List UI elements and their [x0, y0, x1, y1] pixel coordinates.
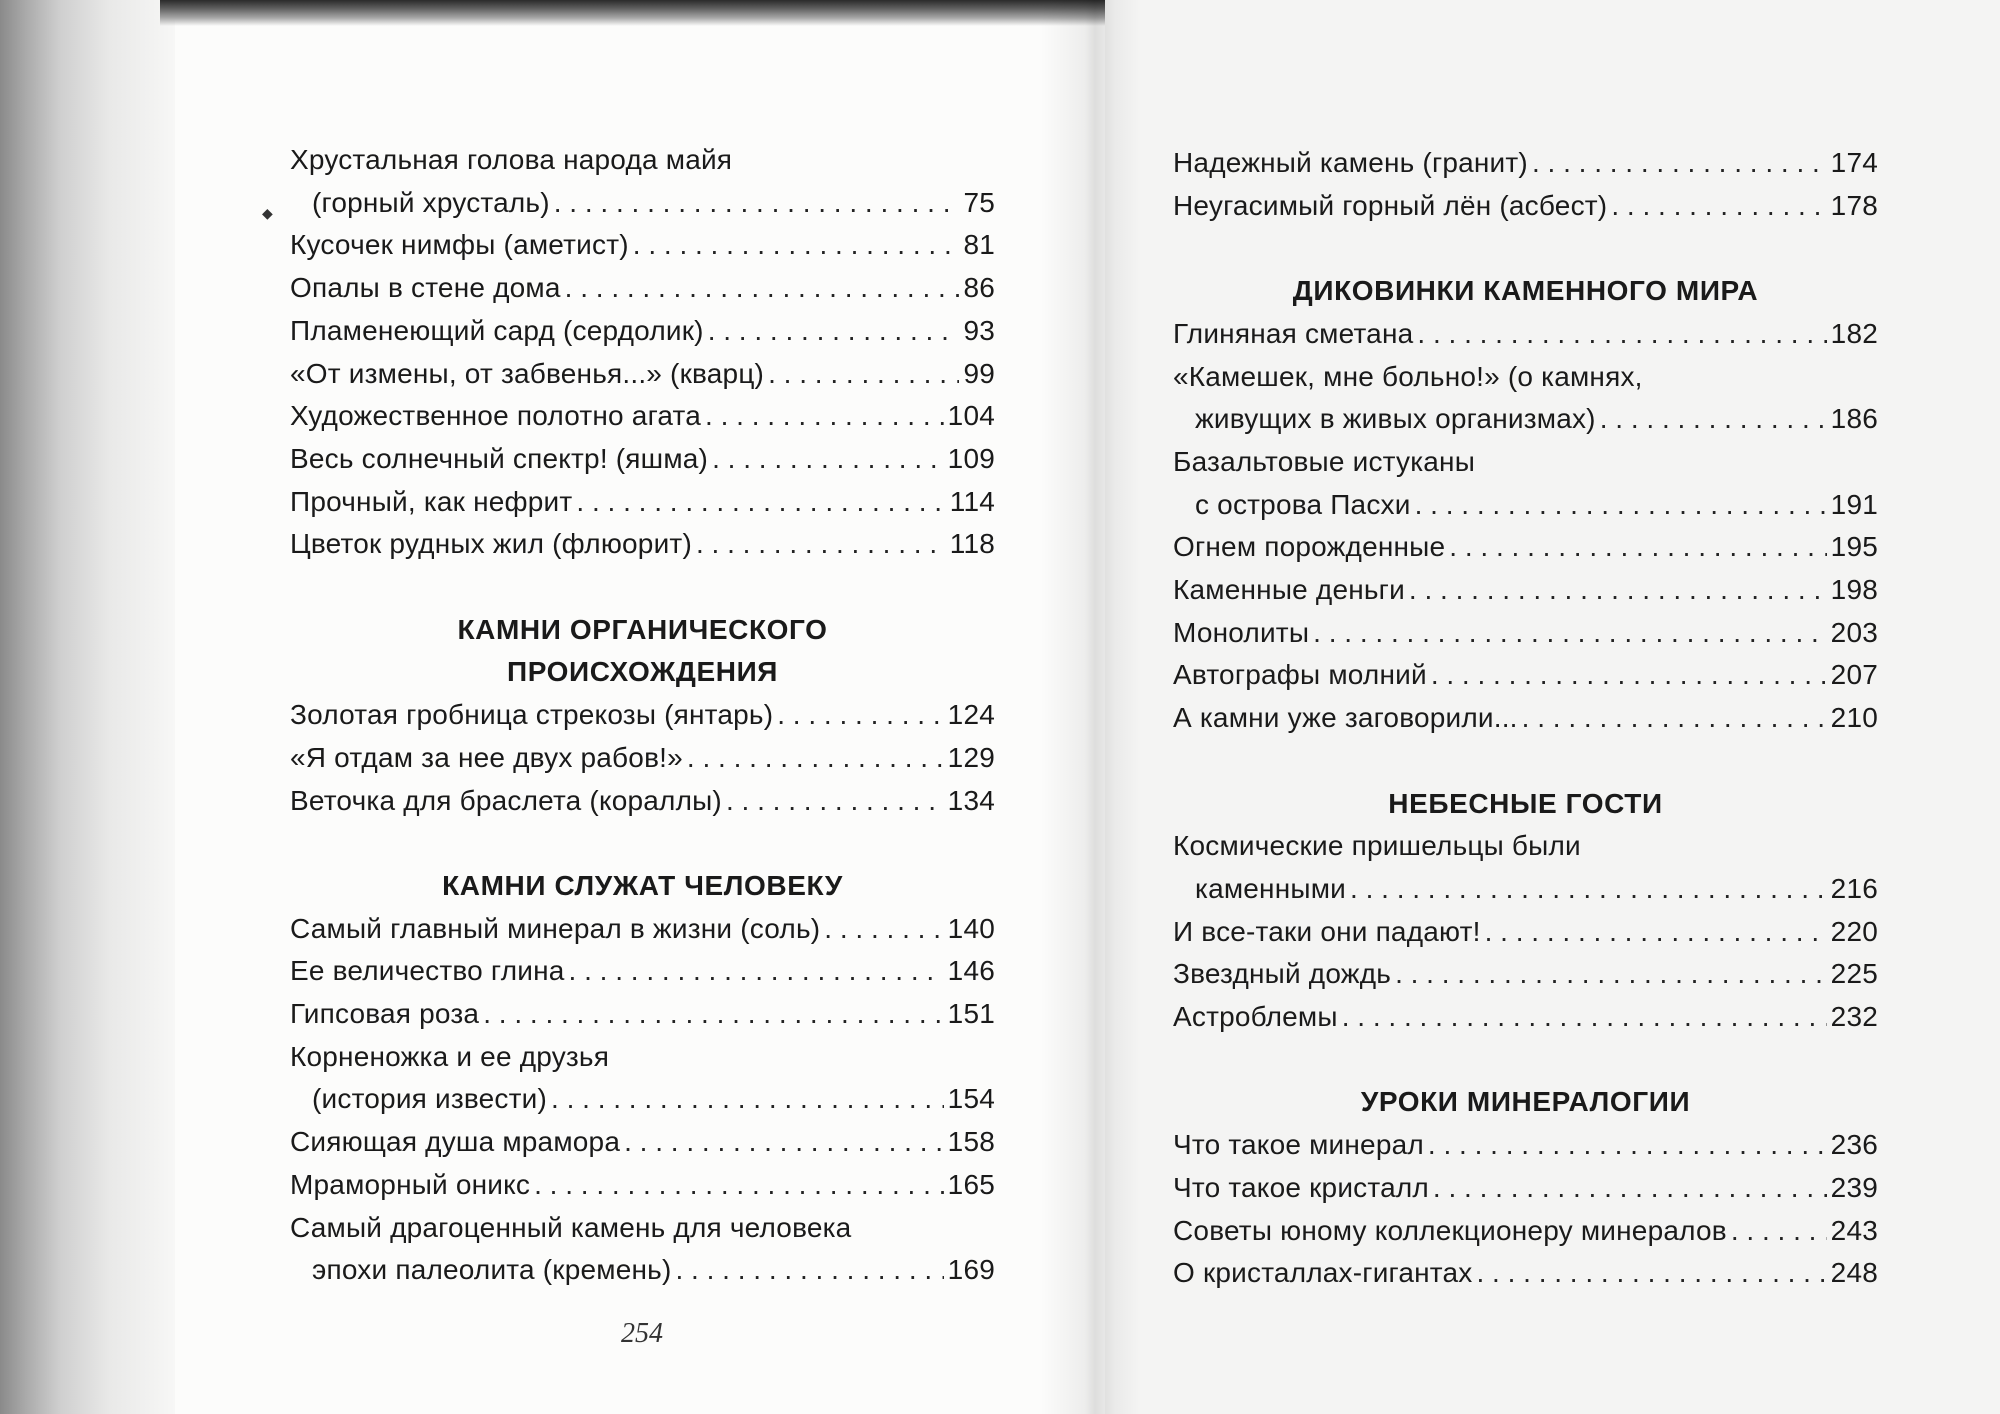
toc-entry-title: Астроблемы [1173, 1001, 1338, 1032]
toc-entry-page-number: 225 [1830, 958, 1878, 990]
dot-leader [777, 697, 943, 733]
toc-entry[interactable] [290, 740, 995, 776]
toc-entry-title: Каменные деньги [1173, 574, 1405, 605]
dot-leader [1409, 572, 1827, 608]
toc-entry-title: Опалы в стене дома [290, 272, 561, 304]
toc-entry[interactable] [1173, 700, 1878, 736]
toc-entry-page-number: 210 [1830, 702, 1878, 734]
toc-entry[interactable] [290, 697, 995, 733]
toc-entry-title-line: Космические пришельцы были [1173, 830, 1581, 862]
toc-entry[interactable] [1173, 401, 1878, 437]
toc-entry[interactable] [1173, 572, 1878, 608]
toc-entry-title: Что такое кристалл [1173, 1171, 1429, 1203]
toc-entry-title: «Я отдам за нее двух рабов!» [290, 741, 683, 773]
stray-ink-mark: ◆ [262, 205, 273, 221]
dot-leader [1431, 657, 1827, 693]
section-heading: НЕБЕСНЫЕ ГОСТИ [1388, 787, 1663, 819]
toc-entry-title: Огнем порожденные [1173, 531, 1446, 563]
toc-entry-title: Веточка для браслета (кораллы) [290, 784, 722, 816]
dot-leader [687, 740, 944, 776]
toc-entry[interactable] [1173, 188, 1878, 224]
toc-entry-title: А камни уже заговорили... [1173, 702, 1518, 734]
toc-entry[interactable] [1173, 145, 1878, 181]
toc-entry[interactable] [1173, 871, 1878, 907]
toc-entry-title: «От измены, от забвенья...» (кварц) [290, 357, 765, 389]
toc-entry[interactable] [290, 1081, 995, 1117]
toc-entry[interactable] [290, 1124, 995, 1160]
toc-entry-page-number: 191 [1830, 488, 1878, 520]
toc-entry-page-number: 174 [1830, 147, 1878, 178]
toc-entry[interactable] [1173, 529, 1878, 565]
toc-entry[interactable] [290, 313, 995, 349]
toc-entry[interactable] [1173, 615, 1878, 651]
toc-entry-page-number: 104 [947, 400, 995, 432]
dot-leader [705, 398, 944, 434]
toc-entry-title: Самый главный минерал в жизни (соль) [290, 912, 821, 944]
toc-entry[interactable] [290, 356, 995, 392]
dot-leader [576, 484, 945, 520]
toc-entry[interactable] [290, 185, 995, 221]
toc-entry-title: каменными [1195, 872, 1347, 904]
dot-leader [551, 1081, 944, 1117]
toc-entry[interactable] [1173, 657, 1878, 693]
toc-entry-page-number: 186 [1830, 403, 1878, 435]
toc-entry-title: Неугасимый горный лён (асбест) [1173, 189, 1608, 221]
toc-entry-title-line: «Камешек, мне больно!» (о камнях, [1173, 360, 1643, 392]
dot-leader [483, 996, 943, 1032]
toc-entry[interactable] [1173, 914, 1878, 950]
dot-leader [1350, 871, 1827, 907]
toc-entry-title: Гипсовая роза [290, 998, 480, 1029]
toc-entry-page-number: 93 [963, 314, 995, 346]
toc-entry-title-line: Хрустальная голова народа майя [290, 144, 733, 175]
toc-entry-page-number: 248 [1830, 1257, 1878, 1289]
toc-entry-page-number: 220 [1830, 915, 1878, 947]
toc-entry-title: Глиняная сметана [1173, 317, 1414, 349]
toc-entry-title: Автографы молний [1173, 659, 1427, 691]
toc-entry-page-number: 207 [1830, 659, 1878, 691]
dot-leader [675, 1252, 943, 1288]
dot-leader [1428, 1127, 1827, 1163]
dot-leader [1449, 529, 1826, 565]
toc-entry-page-number: 81 [963, 229, 995, 261]
toc-entry-title: Советы юному коллекционеру минералов [1173, 1214, 1727, 1246]
toc-entry[interactable] [290, 526, 995, 562]
dot-leader [1485, 914, 1827, 950]
dot-leader [1433, 1170, 1827, 1206]
dot-leader [708, 313, 960, 349]
toc-entry-title: Пламенеющий сард (сердолик) [290, 314, 704, 346]
toc-entry-page-number: 129 [947, 741, 995, 773]
toc-entry-title: Сияющая душа мрамора [290, 1126, 621, 1158]
toc-entry-page-number: 182 [1830, 317, 1878, 349]
toc-entry-page-number: 124 [947, 699, 995, 731]
toc-entry-page-number: 239 [1830, 1171, 1878, 1203]
dot-leader [1611, 188, 1826, 224]
dot-leader [712, 441, 944, 477]
toc-entry-page-number: 109 [947, 442, 995, 474]
dot-leader [1731, 1213, 1827, 1249]
toc-entry-page-number: 216 [1830, 872, 1878, 904]
section-heading: УРОКИ МИНЕРАЛОГИИ [1360, 1086, 1691, 1118]
toc-entry-page-number: 118 [949, 528, 995, 560]
toc-entry[interactable] [1173, 1170, 1878, 1206]
section-heading: КАМНИ ОРГАНИЧЕСКОГО [457, 613, 828, 645]
dot-leader [554, 185, 960, 221]
toc-entry[interactable] [290, 1252, 995, 1288]
toc-entry-title: Золотая гробница стрекозы (янтарь) [290, 699, 774, 731]
dot-leader [1342, 999, 1827, 1035]
toc-entry[interactable] [1173, 1255, 1878, 1291]
toc-entry-page-number: 99 [963, 357, 995, 389]
toc-entry-title: эпохи палеолита (кремень) [312, 1254, 672, 1286]
toc-entry-title: (история извести) [312, 1083, 548, 1115]
toc-entry[interactable] [290, 441, 995, 477]
dot-leader [565, 270, 960, 306]
toc-entry-title: Кусочек нимфы (аметист) [290, 229, 629, 261]
toc-entry[interactable] [290, 1167, 995, 1203]
scan-left-edge-shadow [0, 0, 175, 1414]
toc-entry[interactable] [290, 783, 995, 819]
toc-entry-title: Звездный дождь [1173, 958, 1392, 990]
dot-leader [633, 227, 960, 263]
toc-entry[interactable] [290, 484, 995, 520]
toc-entry[interactable] [1173, 1127, 1878, 1163]
toc-entry[interactable] [290, 911, 995, 947]
scan-top-edge-shadow [160, 0, 1105, 26]
toc-entry-title: Ее величество глина [290, 955, 565, 987]
dot-leader [534, 1167, 944, 1203]
toc-entry-title: Художественное полотно агата [290, 400, 702, 432]
dot-leader [1417, 316, 1826, 352]
toc-entry-page-number: 86 [963, 272, 995, 304]
dot-leader [768, 356, 959, 392]
toc-entry-page-number: 195 [1830, 531, 1878, 563]
book-spine-shadow [1040, 0, 1140, 1414]
dot-leader [1415, 487, 1827, 523]
dot-leader [624, 1124, 944, 1160]
toc-entry[interactable] [290, 398, 995, 434]
section-heading: КАМНИ СЛУЖАТ ЧЕЛОВЕКУ [442, 869, 843, 901]
toc-entry-page-number: 151 [947, 998, 995, 1029]
toc-entry-page-number: 198 [1830, 574, 1878, 605]
toc-entry-title: О кристаллах-гигантах [1173, 1257, 1473, 1289]
toc-entry-title-line: Самый драгоценный камень для человека [290, 1211, 852, 1243]
toc-entry-title: И все-таки они падают! [1173, 915, 1481, 947]
toc-entry-title-line: Базальтовые истуканы [1173, 445, 1476, 477]
toc-entry-page-number: 158 [947, 1126, 995, 1158]
toc-entry[interactable] [1173, 999, 1878, 1035]
toc-entry[interactable] [290, 996, 995, 1032]
toc-entry[interactable] [1173, 1213, 1878, 1249]
dot-leader [824, 911, 943, 947]
dot-leader [1313, 615, 1827, 651]
toc-entry-title: Прочный, как нефрит [290, 485, 573, 517]
toc-entry-page-number: 232 [1830, 1001, 1878, 1032]
toc-entry-page-number: 165 [947, 1168, 995, 1200]
dot-leader [1532, 145, 1827, 181]
toc-entry-page-number: 140 [947, 912, 995, 944]
toc-entry-title: Весь солнечный спектр! (яшма) [290, 442, 709, 474]
toc-entry[interactable] [290, 953, 995, 989]
dot-leader [1395, 956, 1827, 992]
toc-entry-title: Что такое минерал [1173, 1129, 1424, 1161]
page-number: 254 [621, 1318, 663, 1349]
toc-entry-page-number: 178 [1830, 189, 1878, 221]
toc-entry-page-number: 154 [947, 1083, 995, 1115]
toc-entry-title: с острова Пасхи [1195, 488, 1411, 520]
dot-leader [569, 953, 944, 989]
toc-entry-page-number: 243 [1830, 1214, 1878, 1246]
dot-leader [726, 783, 944, 819]
dot-leader [1476, 1255, 1826, 1291]
toc-entry-title: (горный хрусталь) [312, 186, 550, 218]
dot-leader [696, 526, 946, 562]
toc-entry-title: живущих в живых организмах) [1195, 403, 1596, 435]
toc-entry-page-number: 75 [963, 186, 995, 218]
toc-entry[interactable] [290, 270, 995, 306]
toc-entry-title: Монолиты [1173, 616, 1310, 648]
toc-entry[interactable] [1173, 956, 1878, 992]
section-heading: ДИКОВИНКИ КАМЕННОГО МИРА [1292, 275, 1759, 307]
toc-entry-page-number: 146 [947, 955, 995, 987]
toc-entry-page-number: 114 [949, 485, 995, 517]
dot-leader [1522, 700, 1827, 736]
toc-entry-title: Мраморный оникс [290, 1168, 531, 1200]
toc-entry[interactable] [1173, 487, 1878, 523]
toc-entry-page-number: 134 [947, 784, 995, 816]
toc-entry-title-line: Корненожка и ее друзья [290, 1040, 610, 1072]
toc-entry-page-number: 203 [1830, 616, 1878, 648]
section-heading: ПРОИСХОЖДЕНИЯ [506, 656, 779, 688]
toc-entry[interactable] [290, 227, 995, 263]
toc-entry-page-number: 169 [947, 1254, 995, 1286]
toc-entry[interactable] [1173, 316, 1878, 352]
toc-entry-title: Надежный камень (гранит) [1173, 147, 1528, 178]
dot-leader [1600, 401, 1827, 437]
toc-entry-title: Цветок рудных жил (флюорит) [290, 528, 692, 560]
toc-entry-page-number: 236 [1830, 1129, 1878, 1161]
